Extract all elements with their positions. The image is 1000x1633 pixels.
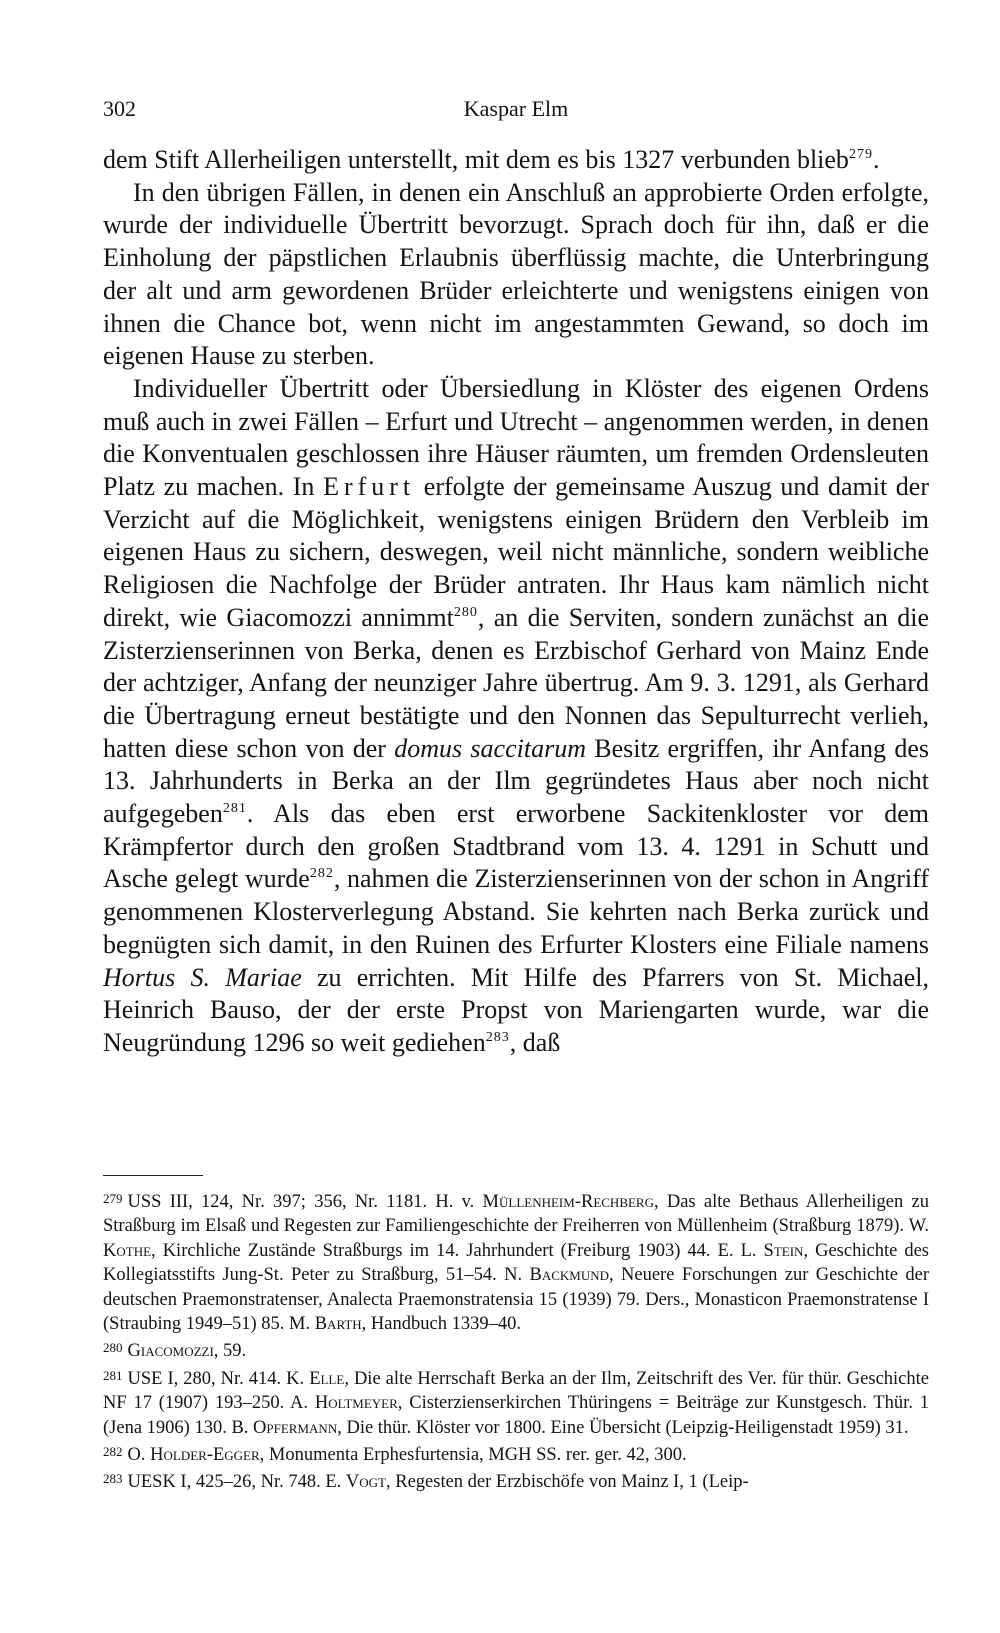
paragraph-1 xyxy=(103,144,929,177)
footnote-280 xyxy=(103,1336,929,1363)
italic-term: Hortus S. Mariae xyxy=(103,962,302,992)
author-name: Müllenheim-Rechberg xyxy=(482,1192,654,1212)
footnote-ref-281[interactable]: 281 xyxy=(222,801,247,817)
page-number: 302 xyxy=(103,96,136,121)
footnote-ref-282[interactable]: 282 xyxy=(309,866,334,882)
text-run: . xyxy=(872,145,880,174)
text-run: , Neuere Forschungen zur Geschichte der deutschen Praemonstratenser, Analecta Praemonstratensia 15 (1939) 79. Ders., Monasticon Praemonstratense I (Straubing 1949–51) 85. M. xyxy=(103,1265,929,1335)
footnote-279 xyxy=(103,1187,929,1336)
footnote-separator xyxy=(103,1175,203,1176)
text-run: UESK I, 425–26, Nr. 748. E. xyxy=(127,1472,346,1493)
text-run: dem Stift Allerheiligen unterstellt, mit dem es bis 1327 verbunden blieb xyxy=(103,145,849,174)
author-name: Backmund xyxy=(529,1265,610,1286)
author-name: Vogt xyxy=(345,1472,386,1493)
footnote-number: 279 xyxy=(103,1191,123,1206)
text-run: , 59. xyxy=(213,1341,247,1362)
paragraph-2 xyxy=(103,177,929,373)
text-run: zu errichten. Mit Hilfe des Pfarrers von St. Michael, Heinrich Bauso, der der erste Propst von Mariengarten wurde, war die Neugründung 1296 so weit gediehen xyxy=(103,962,929,1057)
text-run: , Cisterzienserkirchen Thüringens = Beiträge zur Kunstgesch. Thür. 1 (Jena 1906) 130. B. xyxy=(103,1393,930,1438)
footnote-number: 281 xyxy=(103,1367,123,1383)
text-run: , daß xyxy=(509,1027,561,1057)
author-name: Giacomozzi xyxy=(127,1341,214,1362)
text-run: , Regesten der Erzbischöfe von Mainz I, 1 (Leip- xyxy=(385,1472,749,1493)
footnote-281 xyxy=(103,1364,929,1440)
text-run: , Die alte Herrschaft Berka an der Ilm, Zeitschrift des Ver. für thür. Geschichte NF 17 (1907) 193–250. A. xyxy=(103,1368,929,1414)
footnote-number: 283 xyxy=(103,1471,123,1487)
author-name: Holder-Egger xyxy=(150,1445,260,1466)
text-run: USE I, 280, Nr. 414. K. xyxy=(127,1368,310,1389)
footnote-ref-279[interactable]: 279 xyxy=(848,147,873,162)
footnote-number: 282 xyxy=(103,1444,123,1460)
text-run: , Kirchliche Zustände Straßburgs im 14. Jahrhundert (Freiburg 1903) 44. E. L. xyxy=(151,1240,764,1261)
footnote-ref-280[interactable]: 280 xyxy=(453,604,478,620)
running-title: Kaspar Elm xyxy=(463,96,569,121)
text-run: erfolgte der gemeinsame Auszug und damit der Verzicht auf die Möglichkeit, wenigstens einigen Brüdern den Verbleib im eigenen Haus zu sichern, deswegen, weil nicht männliche, sondern weibliche Religiosen die Nachfolge der Brüder antraten. Ihr Haus kam nämlich nicht direkt, wie Giacomozzi annimmt xyxy=(103,472,930,632)
author-name: Stein xyxy=(763,1240,804,1261)
text-run: USS III, 124, Nr. 397; 356, Nr. 1181. H. v. xyxy=(127,1192,483,1212)
text-run: , an die Serviten, sondern zunächst an die Zisterzienserinnen von Berka, denen es Erzbischof Gerhard von Mainz Ende der achtziger, Anfang der neunziger Jahre übertrug. Am 9. 3. 1291, als Gerhard die Übertragung erneut bestätigte und den Nonnen das Sepulturrecht verlieh, hatten diese schon von der xyxy=(103,602,930,763)
main-text xyxy=(103,144,929,1060)
text-run: , Die thür. Klöster vor 1800. Eine Übersicht (Leipzig-Heiligenstadt 1959) 31. xyxy=(337,1417,909,1438)
italic-term: domus saccitarum xyxy=(394,733,586,763)
text-run: , Monumenta Erphesfurtensia, MGH SS. rer. ger. 42, 300. xyxy=(259,1445,687,1466)
text-run: , Geschichte des Kollegiatsstifts Jung-St. Peter zu Straßburg, 51–54. N. xyxy=(103,1240,929,1286)
text-run: Besitz ergriffen, ihr Anfang des 13. Jahrhunderts in Berka an der Ilm gegründetes Haus aber noch nicht aufgegeben xyxy=(103,733,929,829)
footnote-283 xyxy=(103,1467,929,1494)
footnote-number: 280 xyxy=(103,1340,123,1356)
text-run: . Als das eben erst erworbene Sackitenkloster vor dem Krämpfertor durch den großen Stadtbrand vom 13. 4. 1291 in Schutt und Asche gelegt wurde xyxy=(103,799,929,894)
text-run: , Handbuch 1339–40. xyxy=(361,1314,521,1335)
footnotes xyxy=(103,1187,929,1495)
footnote-282 xyxy=(103,1440,929,1467)
author-name: Opfermann xyxy=(253,1417,338,1438)
text-run: , nahmen die Zisterzienserinnen von der schon in Angriff genommenen Klosterverlegung Abstand. Sie kehrten nach Berka zurück und begnügten sich damit, in den Ruinen des Erfurter Klosters eine Filiale namens xyxy=(103,864,930,959)
text-run: In den übrigen Fällen, in denen ein Anschluß an approbierte Orden erfolgte, wurde der individuelle Übertritt bevorzugt. Sprach doch für ihn, daß er die Einholung der päpstlichen Erlaubnis überflüssig machte, die Unterbringung der alt und arm gewordenen Brüder erleichterte und wenigstens einigen von ihnen die Chance bot, wenn nicht im angestammten Gewand, so doch im eigenen Hause zu sterben. xyxy=(103,177,929,371)
footnote-ref-283[interactable]: 283 xyxy=(485,1029,510,1045)
author-name: Barth xyxy=(314,1314,362,1335)
text-run: O. xyxy=(127,1445,151,1466)
page-header xyxy=(103,92,929,126)
text-run: , Das alte Bethaus Allerheiligen zu Straßburg im Elsaß und Regesten zur Familiengeschichte der Freiherren von Müllenheim (Straßburg 1879). W. xyxy=(103,1192,929,1237)
author-name: Kothe xyxy=(103,1240,152,1261)
spaced-word-erfurt: Erfurt xyxy=(323,472,416,502)
author-name: Holtmeyer xyxy=(314,1393,398,1414)
text-run: Individueller Übertritt oder Übersiedlung in Klöster des eigenen Ordens muß auch in zwei Fällen – Erfurt und Utrecht – angenommen werden, in denen die Konventualen geschlossen ihre Häuser räumten, um fremden Ordensleuten Platz zu machen. In xyxy=(103,373,929,502)
paragraph-3 xyxy=(103,373,929,1060)
author-name: Elle xyxy=(309,1368,345,1389)
